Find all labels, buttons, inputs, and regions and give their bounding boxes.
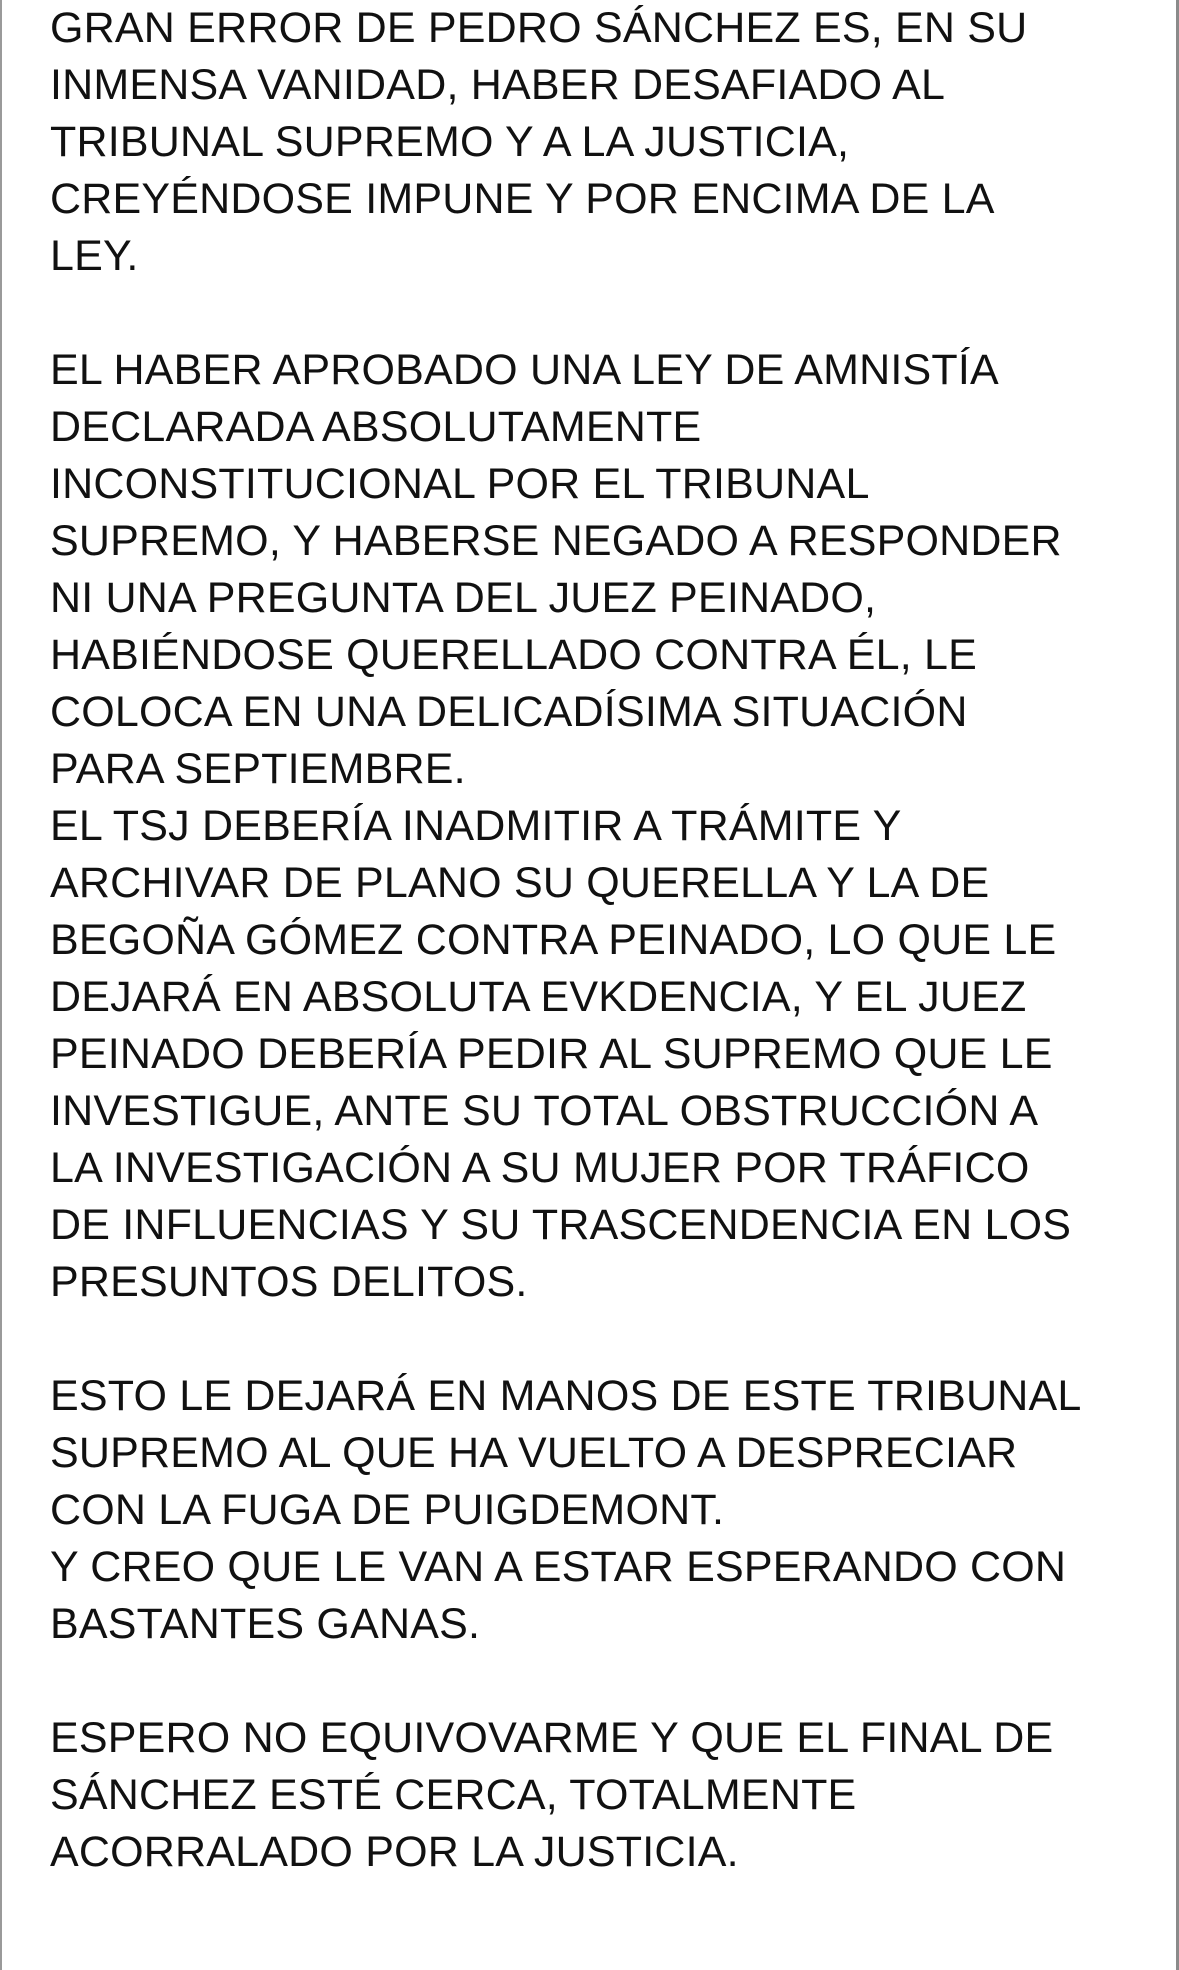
post-line: LEY. [50, 232, 139, 280]
post-line: BEGOÑA GÓMEZ CONTRA PEINADO, LO QUE LE [50, 916, 1057, 964]
post-line: CON LA FUGA DE PUIGDEMONT. [50, 1486, 725, 1534]
post-line: Y CREO QUE LE VAN A ESTAR ESPERANDO CON [50, 1543, 1067, 1591]
post-line: ESPERO NO EQUIVOVARME Y QUE EL FINAL DE [50, 1714, 1054, 1762]
post-line: DECLARADA ABSOLUTAMENTE [50, 403, 702, 451]
post-line: ACORRALADO POR LA JUSTICIA. [50, 1828, 739, 1876]
post-body [50, 0, 1165, 1881]
post-line: PRESUNTOS DELITOS. [50, 1258, 528, 1306]
post-line: DE INFLUENCIAS Y SU TRASCENDENCIA EN LOS [50, 1201, 1072, 1249]
post-line: NI UNA PREGUNTA DEL JUEZ PEINADO, [50, 574, 877, 622]
post-line: INCONSTITUCIONAL POR EL TRIBUNAL [50, 460, 870, 508]
post-line: SÁNCHEZ ESTÉ CERCA, TOTALMENTE [50, 1771, 857, 1819]
post-line: PARA SEPTIEMBRE. [50, 745, 466, 793]
post-line: PEINADO DEBERÍA PEDIR AL SUPREMO QUE LE [50, 1030, 1053, 1078]
post-line: BASTANTES GANAS. [50, 1600, 481, 1648]
post-line: SUPREMO, Y HABERSE NEGADO A RESPONDER [50, 517, 1062, 565]
paragraph-gap [50, 285, 1165, 342]
post-line: ARCHIVAR DE PLANO SU QUERELLA Y LA DE [50, 859, 990, 907]
post-line: DEJARÁ EN ABSOLUTA EVKDENCIA, Y EL JUEZ [50, 973, 1027, 1021]
post-line: ESTO LE DEJARÁ EN MANOS DE ESTE TRIBUNAL [50, 1372, 1082, 1420]
post-line: TRIBUNAL SUPREMO Y A LA JUSTICIA, [50, 118, 850, 166]
post-line: EL TSJ DEBERÍA INADMITIR A TRÁMITE Y [50, 802, 902, 850]
paragraph-gap [50, 1311, 1165, 1368]
left-border [0, 0, 2, 1970]
post-line: HABIÉNDOSE QUERELLADO CONTRA ÉL, LE [50, 631, 977, 679]
post-line: GRAN ERROR DE PEDRO SÁNCHEZ ES, EN SU [50, 4, 1028, 52]
paragraph-gap [50, 1653, 1165, 1710]
post-line: COLOCA EN UNA DELICADÍSIMA SITUACIÓN [50, 688, 968, 736]
post-line: INVESTIGUE, ANTE SU TOTAL OBSTRUCCIÓN A [50, 1087, 1039, 1135]
post-line: CREYÉNDOSE IMPUNE Y POR ENCIMA DE LA [50, 175, 995, 223]
post-line: INMENSA VANIDAD, HABER DESAFIADO AL [50, 61, 946, 109]
post-line: LA INVESTIGACIÓN A SU MUJER POR TRÁFICO [50, 1144, 1030, 1192]
post-line: SUPREMO AL QUE HA VUELTO A DESPRECIAR [50, 1429, 1018, 1477]
post-line: EL HABER APROBADO UNA LEY DE AMNISTÍA [50, 346, 999, 394]
